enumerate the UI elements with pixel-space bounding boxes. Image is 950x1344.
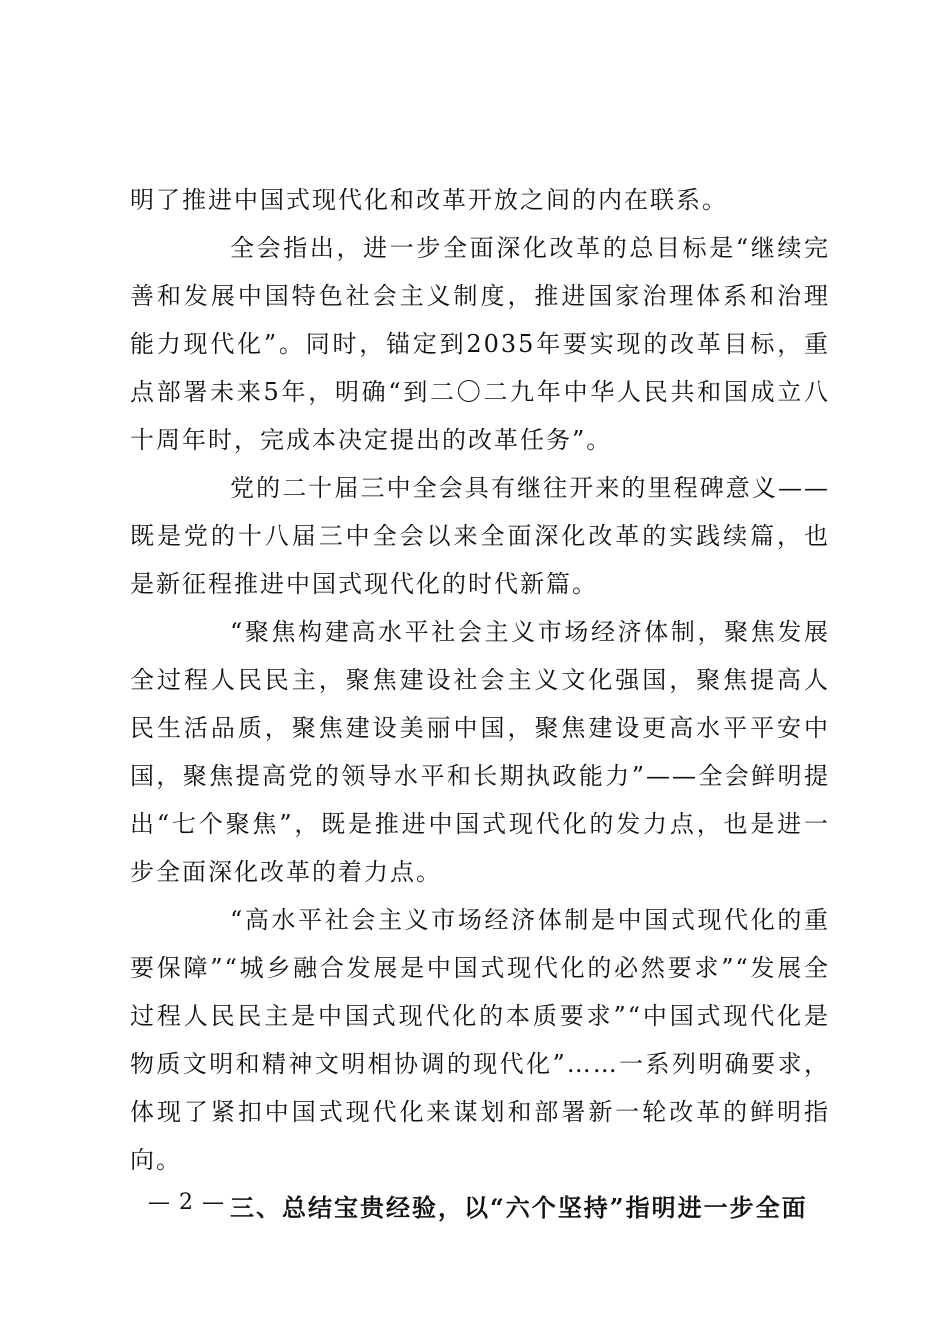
body-text [130,176,830,1232]
paragraph-requirements: “高水平社会主义市场经济体制是中国式现代化的重要保障”“城乡融合发展是中国式现代化的必然要求”“发展全过程人民民主是中国式现代化的本质要求”“中国式现代化是物质文明和精神文明相协调的现代化”……一系列明确要求，体现了紧扣中国式现代化来谋划和部署新一轮改革的鲜明指向。 [130,906,830,1174]
paragraph-reform-goal: 全会指出，进一步全面深化改革的总目标是“继续完善和发展中国特色社会主义制度，推进国家治理体系和治理能力现代化”。同时，锚定到2035年要实现的改革目标，重点部署未来5年，明确“到二〇二九年中华人民共和国成立八十周年时，完成本决定提出的改革任务”。 [130,234,830,454]
paragraph-milestone: 党的二十届三中全会具有继往开来的里程碑意义——既是党的十八届三中全会以来全面深化改革的实践续篇，也是新征程推进中国式现代化的时代新篇。 [130,474,830,598]
section-heading: 三、总结宝贵经验，以“六个坚持”指明进一步全面 [230,1193,808,1222]
page-number: — 2 — [148,1190,225,1215]
paragraph-continuation: 明了推进中国式现代化和改革开放之间的内在联系。 [130,186,728,214]
paragraph-seven-focus: “聚焦构建高水平社会主义市场经济体制，聚焦发展全过程人民民主，聚焦建设社会主义文化强国，聚焦提高人民生活品质，聚焦建设美丽中国，聚焦建设更高水平平安中国，聚焦提高党的领导水平和长期执政能力”——全会鲜明提出“七个聚焦”，既是推进中国式现代化的发力点，也是进一步全面深化改革的着力点。 [130,618,830,886]
